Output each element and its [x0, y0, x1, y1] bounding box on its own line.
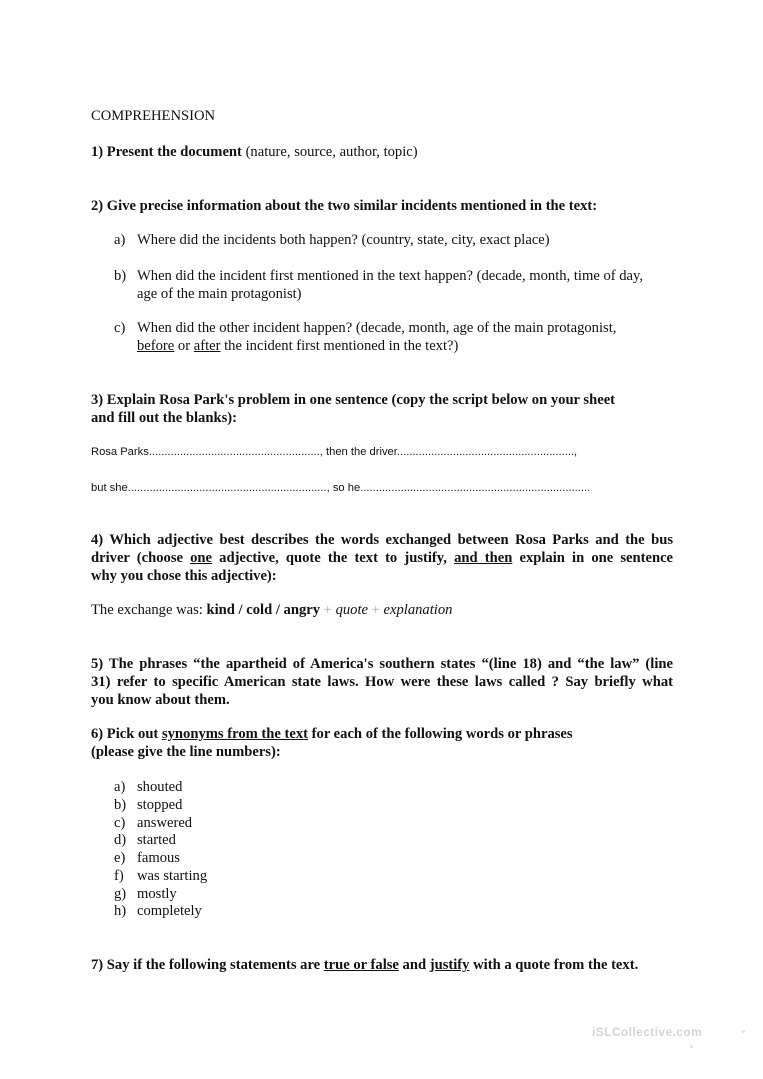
- plus-sign-2: +: [368, 602, 384, 618]
- question-2b-label: b): [114, 268, 127, 284]
- explanation-placeholder: explanation: [383, 602, 453, 618]
- question-6-line1: [91, 726, 573, 743]
- quote-placeholder: quote: [335, 602, 368, 618]
- list-item-label: c): [114, 815, 126, 831]
- list-item: mostly: [137, 886, 177, 902]
- fill-blank-line-2: but she................................................................, so he..........................................................................: [91, 482, 591, 494]
- exchange-answer-line: [91, 602, 452, 619]
- question-2c-rest: the incident first mentioned in the text?): [220, 338, 459, 354]
- question-4-line1: 4) Which adjective best describes the words exchanged between Rosa Parks and the bus: [91, 532, 673, 548]
- list-item-label: b): [114, 797, 127, 813]
- question-7: [91, 957, 638, 974]
- true-or-false-underlined: true or false: [323, 957, 399, 973]
- list-item: was starting: [137, 868, 208, 884]
- question-4-line2: [91, 550, 673, 567]
- question-7-text-a: 7) Say if the following statements are: [91, 957, 324, 973]
- list-item: famous: [137, 850, 180, 866]
- adjective-options: kind / cold / angry: [206, 602, 321, 618]
- question-1-detail: (nature, source, author, topic): [241, 144, 418, 160]
- watermark-dot-decoration: [742, 1030, 745, 1033]
- list-item-label: e): [114, 850, 126, 866]
- justify-underlined: justify: [429, 957, 470, 973]
- question-5-line1: 5) The phrases “the apartheid of America's southern states “(line 18) and “the law” (line: [91, 656, 673, 672]
- question-3-line1: 3) Explain Rosa Park's problem in one sentence (copy the script below on your sheet: [91, 392, 616, 408]
- question-7-text-c: with a quote from the text.: [469, 957, 639, 973]
- one-underlined: one: [190, 550, 213, 566]
- question-5-line2: 31) refer to specific American state laws. How were these laws called ? Say briefly what: [91, 674, 673, 690]
- before-underlined: before: [137, 338, 175, 354]
- question-6-text-b: for each of the following words or phrases: [308, 726, 573, 742]
- question-3-line2: and fill out the blanks):: [91, 410, 237, 426]
- question-4-text-b: adjective, quote the text to justify,: [212, 550, 455, 566]
- after-underlined: after: [193, 338, 221, 354]
- question-5-line3: you know about them.: [91, 692, 230, 708]
- section-heading: COMPREHENSION: [91, 108, 216, 124]
- list-item: answered: [137, 815, 193, 831]
- question-2c-line2: [137, 338, 458, 355]
- question-4-text-c: explain in one sentence: [512, 550, 674, 566]
- and-then-underlined: and then: [454, 550, 513, 566]
- question-2a-label: a): [114, 232, 126, 248]
- list-item: shouted: [137, 779, 183, 795]
- fill-blank-line-1: Rosa Parks......................................................., then the driver.........................................................,: [91, 446, 578, 458]
- list-item-label: h): [114, 903, 127, 919]
- exchange-prefix: The exchange was:: [91, 602, 207, 618]
- question-7-text-b: and: [398, 957, 430, 973]
- list-item-label: d): [114, 832, 127, 848]
- question-2b-line1: When did the incident first mentioned in the text happen? (decade, month, time of day,: [137, 268, 644, 284]
- question-1-title: 1) Present the document: [91, 144, 242, 160]
- question-2c-line1: When did the other incident happen? (decade, month, age of the main protagonist,: [137, 320, 617, 336]
- question-2b-line2: age of the main protagonist): [137, 286, 302, 302]
- question-6-text-a: 6) Pick out: [91, 726, 162, 742]
- question-4-text-a: driver (choose: [91, 550, 191, 566]
- list-item: started: [137, 832, 176, 848]
- list-item-label: g): [114, 886, 127, 902]
- list-item: stopped: [137, 797, 183, 813]
- question-4-line3: why you chose this adjective):: [91, 568, 277, 584]
- plus-sign-1: +: [320, 602, 336, 618]
- site-watermark: iSLCollective.com: [592, 1025, 703, 1039]
- watermark-dot-decoration: [690, 1045, 693, 1048]
- list-item-label: a): [114, 779, 126, 795]
- synonyms-underlined: synonyms from the text: [161, 726, 309, 742]
- question-6-line2: (please give the line numbers):: [91, 744, 281, 760]
- list-item: completely: [137, 903, 202, 919]
- list-item-label: f): [114, 868, 124, 884]
- question-2a-text: Where did the incidents both happen? (country, state, city, exact place): [137, 232, 550, 248]
- or-text: or: [174, 338, 194, 354]
- question-1: [91, 144, 418, 161]
- question-2c-label: c): [114, 320, 126, 336]
- question-2-title: 2) Give precise information about the two similar incidents mentioned in the text:: [91, 198, 598, 214]
